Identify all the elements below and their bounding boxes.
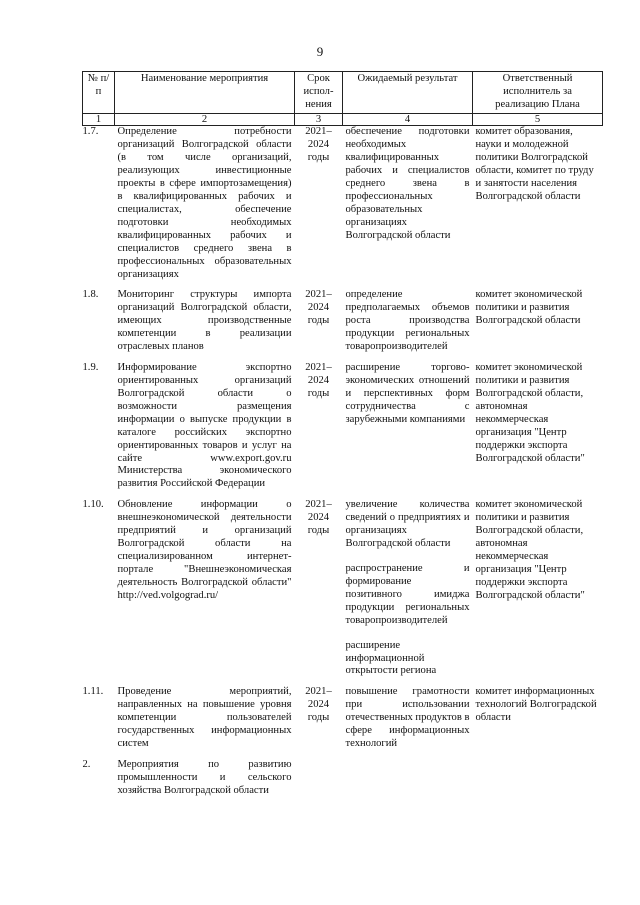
row-name: Мероприятия по развитию промышленности и сельского хозяйства Волгоградской области	[117, 758, 292, 796]
result-item: расширение торгово-экономических отношений и перспективных форм сотрудничества с зарубежными компаниями	[345, 362, 470, 425]
result-item: обеспечение подготовки необходимых квалифицированных рабочих и специалистов среднего звена в профессиональных образовательных организациях Волгоградской области	[345, 126, 470, 241]
row-term: 2021–2024 годы	[305, 362, 332, 399]
row-responsible	[473, 759, 603, 798]
row-spacer	[83, 354, 603, 362]
row-spacer	[83, 751, 603, 759]
row-term: 2021–2024 годы	[305, 686, 332, 724]
row-responsible: комитет экономической политики и развития Волгоградской области, автономная некоммерческая организация "Центр поддержки экспорта Волгоградской области"	[475, 362, 585, 464]
row-spacer-cell	[83, 678, 603, 686]
row-spacer-cell	[83, 281, 603, 289]
table-row	[83, 289, 603, 354]
row-number: 1.11.	[82, 686, 104, 698]
result-item: повышение грамотности при использовании отечественных продуктов в сфере информационных технологий	[345, 686, 470, 750]
header-number: 2	[115, 113, 295, 126]
row-name: Обновление информации о внешнеэкономической деятельности предприятий и организаций Волгоградской области на специализированном интернет-портале "Внешнеэкономическая деятельность Волгоградской области" http://ved.volgograd.ru/	[117, 499, 292, 601]
header-num: № п/п	[83, 72, 115, 114]
row-responsible: комитет экономической политики и развития Волгоградской области, автономная некоммерческая организация "Центр поддержки экспорта Волгоградской области"	[475, 499, 585, 601]
row-responsible: комитет образования, науки и молодежной политики Волгоградской области, комитет по труду и занятости населения Волгоградской области	[475, 126, 594, 203]
row-spacer	[83, 281, 603, 289]
row-number: 1.9.	[82, 362, 99, 374]
row-spacer-cell	[83, 354, 603, 362]
row-result	[343, 126, 473, 282]
header-row	[83, 72, 603, 114]
row-number: 2.	[82, 758, 91, 770]
row-number: 1.10.	[82, 499, 104, 511]
row-name: Мониторинг структуры импорта организаций Волгоградской области, имеющих производственные компетенции в реализации отраслевых планов	[117, 289, 292, 353]
header-number: 3	[295, 113, 343, 126]
table-row	[83, 499, 603, 678]
row-name: Информирование экспортно ориентированных организаций Волгоградской области о возможности размещения информации о выпуске продукции в каталоге российских экспортно ориентированных товаров и услуг на сайте www.export.gov.ru Министерства экономического развития Российской Федерации	[117, 362, 292, 490]
result-item: расширение информационной открытости региона	[345, 639, 437, 677]
table-row	[83, 759, 603, 798]
result-item: распространение и формирование позитивного имиджа продукции региональных товаропроизводителей	[345, 562, 470, 626]
header-term: Срок испол-нения	[295, 72, 343, 114]
header-numbers-row	[83, 113, 603, 126]
row-spacer	[83, 678, 603, 686]
row-number: 1.8.	[82, 289, 99, 301]
row-spacer-cell	[83, 751, 603, 759]
row-term: 2021–2024 годы	[305, 289, 332, 327]
row-result	[343, 759, 473, 798]
header-result: Ожидаемый результат	[343, 72, 473, 114]
table-row	[83, 362, 603, 491]
row-responsible: комитет экономической политики и развития Волгоградской области	[475, 289, 583, 327]
row-spacer-cell	[83, 491, 603, 499]
header-number: 5	[473, 113, 603, 126]
row-number: 1.7.	[82, 126, 99, 138]
header-number: 4	[343, 113, 473, 126]
plan-table	[82, 71, 603, 798]
header-number: 1	[83, 113, 115, 126]
table-row	[83, 126, 603, 282]
result-item: увеличение количества сведений о предприятиях и организациях Волгоградской области	[345, 499, 470, 550]
table-row	[83, 686, 603, 751]
row-result	[343, 686, 473, 751]
row-spacer	[83, 491, 603, 499]
header-responsible: Ответственный исполнитель за реализацию Плана	[473, 72, 603, 114]
row-term	[295, 759, 343, 798]
row-name: Определение потребности организаций Волгоградской области (в том числе организаций, реализующих инвестиционные проекты в сфере импортозамещения) в квалифицированных рабочих и специалистах, обеспечение подготовки необходимых квалифицированных рабочих и специалистов среднего звена в профессиональных образовательных организациях	[117, 126, 292, 280]
result-item: определение предполагаемых объемов роста производства продукции региональных товаропроизводителей	[345, 289, 470, 353]
row-result	[343, 362, 473, 491]
row-name: Проведение мероприятий, направленных на повышение уровня компетенции пользователей государственных информационных систем	[117, 686, 292, 750]
row-result	[343, 499, 473, 678]
row-term: 2021–2024 годы	[305, 499, 332, 537]
row-term: 2021–2024 годы	[305, 126, 332, 164]
page-number: 9	[316, 44, 324, 59]
row-responsible: комитет информационных технологий Волгоградской области	[475, 686, 597, 724]
header-name: Наименование мероприятия	[115, 72, 295, 114]
row-result	[343, 289, 473, 354]
